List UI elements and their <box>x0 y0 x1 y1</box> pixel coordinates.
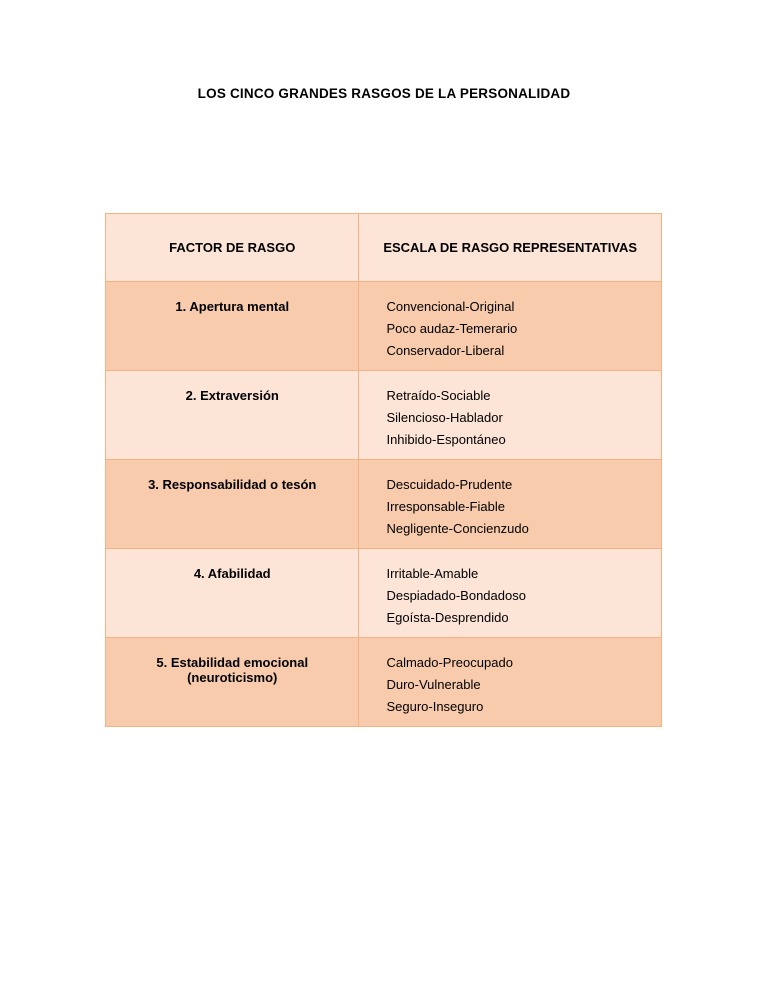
scale-item: Irresponsable-Fiable <box>386 499 505 514</box>
scale-item: Inhibido-Espontáneo <box>386 432 506 447</box>
scale-item: Negligente-Concienzudo <box>386 521 529 536</box>
scale-item: Descuidado-Prudente <box>386 477 513 492</box>
scale-item: Conservador-Liberal <box>386 343 505 358</box>
scale-item: Calmado-Preocupado <box>386 655 513 670</box>
table-row <box>106 638 662 727</box>
scale-cell <box>359 638 662 727</box>
scale-item: Duro-Vulnerable <box>386 677 481 692</box>
table-row <box>106 371 662 460</box>
scale-item: Silencioso-Hablador <box>386 410 503 425</box>
scale-list <box>359 549 661 629</box>
scale-item: Irritable-Amable <box>386 566 479 581</box>
scale-item: Poco audaz-Temerario <box>386 321 518 336</box>
factor-cell <box>106 460 359 549</box>
scale-list <box>359 460 661 540</box>
table-row <box>106 460 662 549</box>
header-factor: FACTOR DE RASGO <box>106 214 359 282</box>
factor-cell <box>106 282 359 371</box>
scale-cell <box>359 371 662 460</box>
scale-item: Despiadado-Bondadoso <box>386 588 526 603</box>
scale-cell <box>359 549 662 638</box>
scale-cell <box>359 460 662 549</box>
scale-item: Retraído-Sociable <box>386 388 491 403</box>
scale-item: Convencional-Original <box>386 299 515 314</box>
table-row <box>106 282 662 371</box>
factor-cell <box>106 638 359 727</box>
big-five-traits-table <box>105 213 662 727</box>
header-scale: ESCALA DE RASGO REPRESENTATIVAS <box>359 214 662 282</box>
factor-label: 4. Afabilidad <box>193 566 271 581</box>
factor-cell <box>106 371 359 460</box>
document-title: LOS CINCO GRANDES RASGOS DE LA PERSONALIDAD <box>197 86 571 101</box>
scale-item: Egoísta-Desprendido <box>386 610 509 625</box>
factor-label: 5. Estabilidad emocional (neuroticismo) <box>156 655 309 685</box>
scale-list <box>359 638 661 718</box>
table-header-row <box>106 214 662 282</box>
factor-cell <box>106 549 359 638</box>
factor-label: 2. Extraversión <box>185 388 279 403</box>
factor-label: 1. Apertura mental <box>175 299 290 314</box>
scale-cell <box>359 282 662 371</box>
scale-item: Seguro-Inseguro <box>386 699 484 714</box>
factor-label: 3. Responsabilidad o tesón <box>148 477 317 492</box>
scale-list <box>359 282 661 362</box>
scale-list <box>359 371 661 451</box>
table-row <box>106 549 662 638</box>
